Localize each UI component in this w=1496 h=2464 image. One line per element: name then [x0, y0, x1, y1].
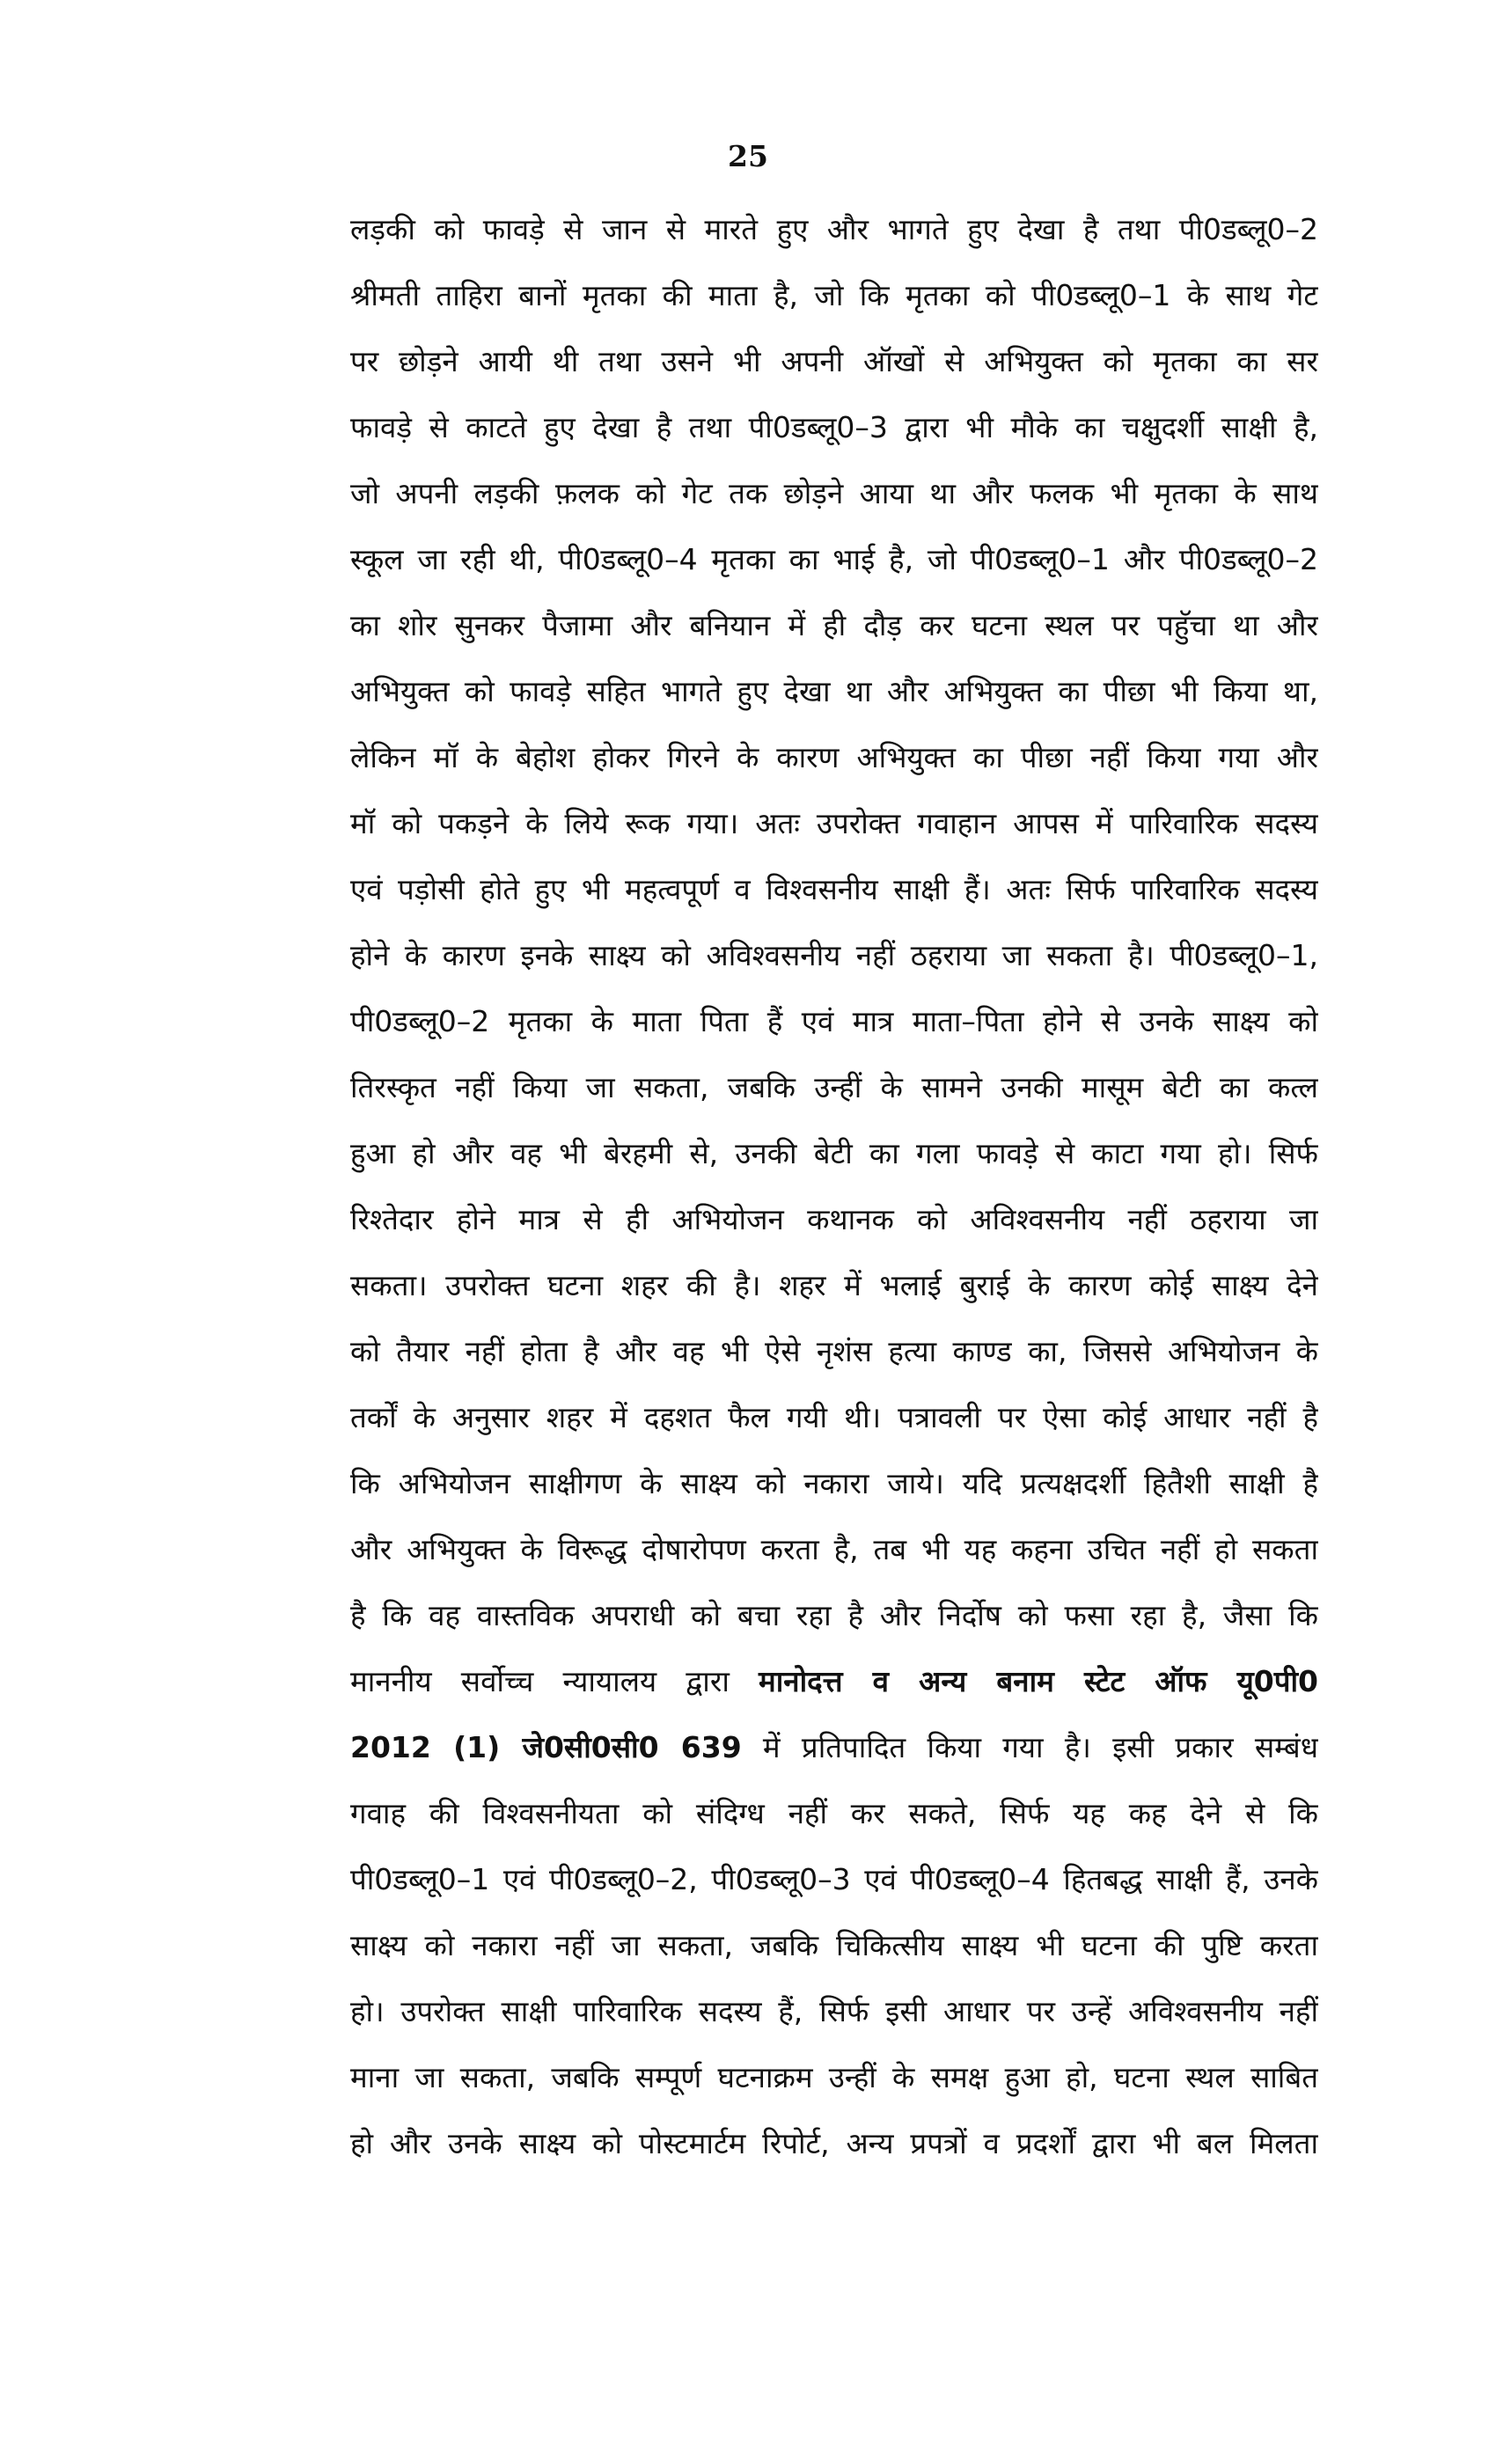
text-line-4: फावड़े से काटते हुए देखा है तथा पी0डब्लू0–3 द्वारा भी मौके का चक्षुदर्शी साक्षी है, — [350, 410, 1318, 444]
citation-suffix: में प्रतिपादित किया गया है। इसी प्रकार सम्बंध — [741, 1730, 1318, 1764]
text-line-7: का शोर सुनकर पैजामा और बनियान में ही दौड़ कर घटना स्थल पर पहुॅचा था और — [350, 608, 1318, 642]
text-line-13: पी0डब्लू0–2 मृतका के माता पिता हैं एवं मात्र माता–पिता होने से उनके साक्ष्य को — [350, 1004, 1318, 1038]
case-citation-reference: 2012 (1) जे0सी0सी0 639 — [350, 1730, 742, 1764]
text-line-9: लेकिन मॉ के बेहोश होकर गिरने के कारण अभियुक्त का पीछा नहीं किया गया और — [350, 740, 1318, 774]
text-line-27: साक्ष्य को नकारा नहीं जा सकता, जबकि चिकित्सीय साक्ष्य भी घटना की पुष्टि करता — [350, 1928, 1318, 1962]
text-line-8: अभियुक्त को फावड़े सहित भागते हुए देखा था और अभियुक्त का पीछा भी किया था, — [350, 674, 1318, 708]
text-line-22: है कि वह वास्तविक अपराधी को बचा रहा है और निर्दोष को फसा रहा है, जैसा कि — [350, 1598, 1318, 1632]
text-line-29: माना जा सकता, जबकि सम्पूर्ण घटनाक्रम उन्हीं के समक्ष हुआ हो, घटना स्थल साबित — [350, 2060, 1318, 2094]
text-line-12: होने के कारण इनके साक्ष्य को अविश्वसनीय नहीं ठहराया जा सकता है। पी0डब्लू0–1, — [350, 938, 1318, 972]
text-line-5: जो अपनी लड़की फ़लक को गेट तक छोड़ने आया था और फलक भी मृतका के साथ — [350, 476, 1318, 510]
text-line-17: सकता। उपरोक्त घटना शहर की है। शहर में भलाई बुराई के कारण कोई साक्ष्य देने — [350, 1268, 1318, 1302]
text-line-21: और अभियुक्त के विरूद्ध दोषारोपण करता है, तब भी यह कहना उचित नहीं हो सकता — [350, 1532, 1318, 1566]
text-line-6: स्कूल जा रही थी, पी0डब्लू0–4 मृतका का भाई है, जो पी0डब्लू0–1 और पी0डब्लू0–2 — [350, 542, 1318, 576]
text-line-25: गवाह की विश्वसनीयता को संदिग्ध नहीं कर सकते, सिर्फ यह कह देने से कि — [350, 1796, 1318, 1830]
text-line-14: तिरस्कृत नहीं किया जा सकता, जबकि उन्हीं के सामने उनकी मासूम बेटी का कत्ल — [350, 1070, 1318, 1104]
citation-line-1 — [350, 1660, 1318, 1726]
text-line-28: हो। उपरोक्त साक्षी पारिवारिक सदस्य हैं, सिर्फ इसी आधार पर उन्हें अविश्वसनीय नहीं — [350, 1994, 1318, 2028]
text-line-16: रिश्तेदार होने मात्र से ही अभियोजन कथानक को अविश्वसनीय नहीं ठहराया जा — [350, 1202, 1318, 1236]
text-line-19: तर्कों के अनुसार शहर में दहशत फैल गयी थी। पत्रावली पर ऐसा कोई आधार नहीं है — [350, 1400, 1318, 1434]
text-line-11: एवं पड़ोसी होते हुए भी महत्वपूर्ण व विश्वसनीय साक्षी हैं। अतः सिर्फ पारिवारिक सदस्य — [350, 872, 1318, 906]
judgment-body-text — [350, 208, 1318, 2188]
text-line-3: पर छोड़ने आयी थी तथा उसने भी अपनी ऑखों से अभियुक्त को मृतका का सर — [350, 344, 1318, 378]
text-line-1: लड़की को फावड़े से जान से मारते हुए और भागते हुए देखा है तथा पी0डब्लू0–2 — [350, 212, 1318, 246]
text-line-20: कि अभियोजन साक्षीगण के साक्ष्य को नकारा जाये। यदि प्रत्यक्षदर्शी हितैशी साक्षी है — [350, 1466, 1318, 1500]
text-line-30: हो और उनके साक्ष्य को पोस्टमार्टम रिपोर्ट, अन्य प्रपत्रों व प्रदर्शों द्वारा भी बल मिलता — [350, 2126, 1318, 2160]
text-line-10: मॉ को पकड़ने के लिये रूक गया। अतः उपरोक्त गवाहान आपस में पारिवारिक सदस्य — [350, 806, 1318, 840]
text-line-15: हुआ हो और वह भी बेरहमी से, उनकी बेटी का गला फावड़े से काटा गया हो। सिर्फ — [350, 1136, 1318, 1170]
text-line-18: को तैयार नहीं होता है और वह भी ऐसे नृशंस हत्या काण्ड का, जिससे अभियोजन के — [350, 1334, 1318, 1368]
citation-line-2 — [350, 1726, 1318, 1792]
text-line-26: पी0डब्लू0–1 एवं पी0डब्लू0–2, पी0डब्लू0–3 एवं पी0डब्लू0–4 हितबद्ध साक्षी हैं, उनके — [350, 1862, 1318, 1896]
page-number: 25 — [728, 139, 768, 173]
text-line-2: श्रीमती ताहिरा बानों मृतका की माता है, जो कि मृतका को पी0डब्लू0–1 के साथ गेट — [350, 278, 1318, 312]
case-citation-title: मानोदत्त व अन्य बनाम स्टेट ऑफ यू0पी0 — [759, 1664, 1318, 1698]
citation-prefix: माननीय सर्वोच्च न्यायालय द्वारा — [350, 1664, 759, 1698]
